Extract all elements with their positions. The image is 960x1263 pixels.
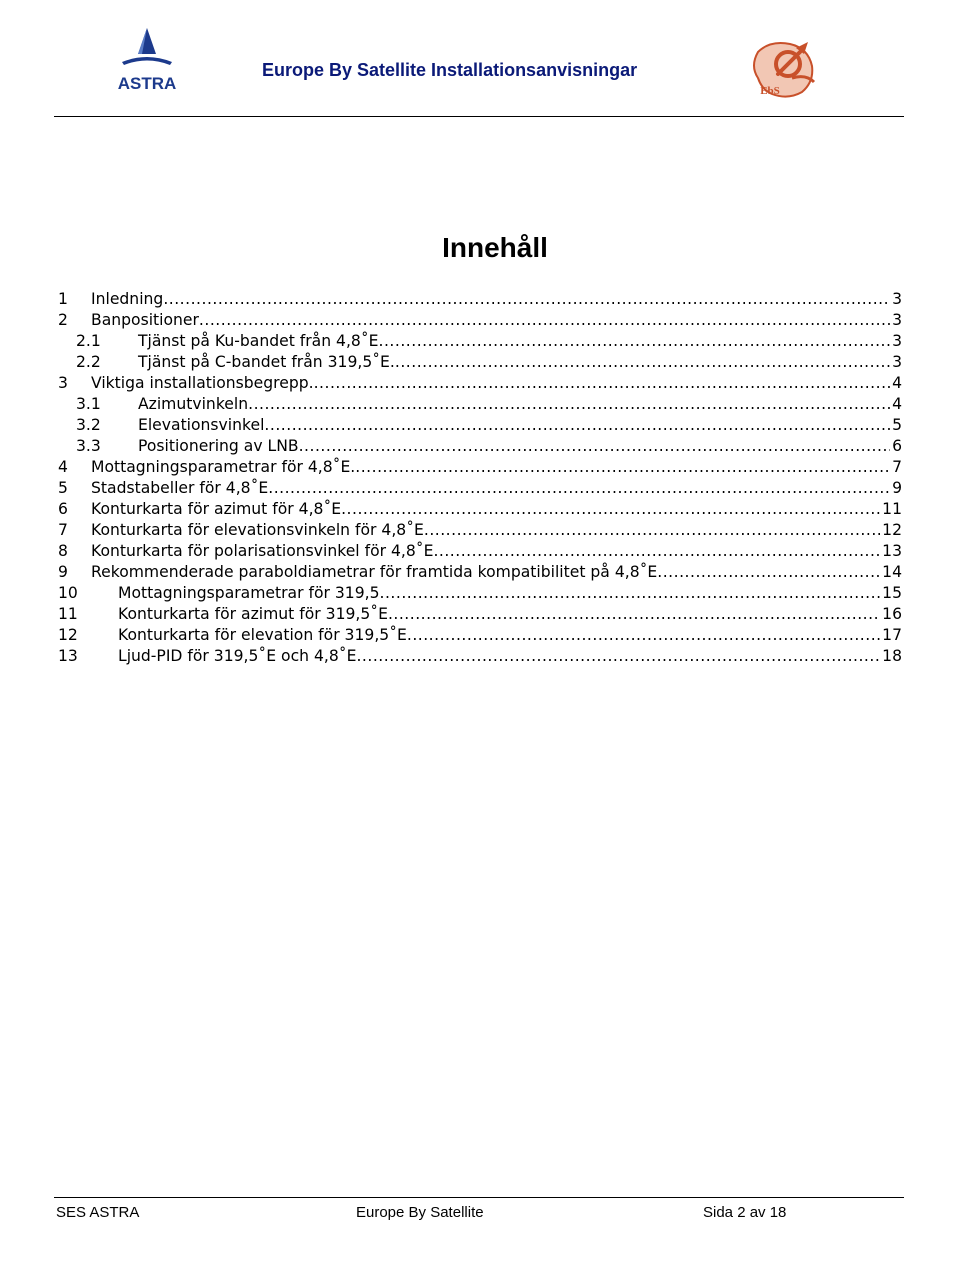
footer-page-number: Sida 2 av 18 [703, 1204, 787, 1221]
toc-entry-number: 4 [58, 458, 68, 476]
toc-entry[interactable] [58, 436, 902, 457]
toc-entry-number: 1 [58, 290, 68, 308]
toc-entry-title: Konturkarta för elevationsvinkeln för 4,8˚E [91, 521, 424, 539]
toc-entry-page: 18 [882, 647, 902, 665]
toc-entry[interactable] [58, 373, 902, 394]
toc-entry-page: 15 [882, 584, 902, 602]
toc-entry-title: Tjänst på C-bandet från 319,5˚E. [138, 353, 395, 371]
toc-entry-page: 14 [882, 563, 902, 581]
ebs-logo-text: EbS [760, 85, 780, 97]
toc-entry-title: Tjänst på Ku-bandet från 4,8˚E [138, 332, 379, 350]
toc-entry-title: Banpositioner [91, 311, 199, 329]
toc-entry-number: 10 [58, 584, 78, 602]
toc-dot-leader [355, 457, 890, 478]
toc-entry-title: Konturkarta för elevation för 319,5˚E [118, 626, 407, 644]
toc-dot-leader [248, 394, 890, 415]
toc-dot-leader [268, 478, 890, 499]
toc-entry[interactable] [58, 499, 902, 520]
toc-entry-page: 12 [882, 521, 902, 539]
toc-entry-number: 8 [58, 542, 68, 560]
toc-entry-page: 3 [892, 290, 902, 308]
toc-entry-title: Rekommenderade paraboldiametrar för framtida kompatibilitet på 4,8˚E [91, 563, 658, 581]
toc-dot-leader [199, 310, 890, 331]
toc-entry-title: Ljud-PID för 319,5˚E och 4,8˚E [118, 647, 357, 665]
toc-entry[interactable] [58, 415, 902, 436]
footer-document: Europe By Satellite [356, 1204, 484, 1221]
astra-logo-text: ASTRA [117, 74, 177, 93]
toc-entry[interactable] [58, 289, 902, 310]
toc-entry[interactable] [58, 310, 902, 331]
toc-entry[interactable] [58, 394, 902, 415]
toc-entry-title: Konturkarta för azimut för 4,8˚E [91, 500, 342, 518]
toc-entry-title: Viktiga installationsbegrepp. [91, 374, 314, 392]
toc-dot-leader [424, 520, 880, 541]
astra-logo [112, 26, 182, 96]
toc-entry[interactable] [58, 625, 902, 646]
toc-entry[interactable] [58, 604, 902, 625]
header-divider [54, 116, 904, 117]
toc-dot-leader [163, 289, 890, 310]
toc-dot-leader [407, 625, 880, 646]
toc-entry-number: 13 [58, 647, 78, 665]
toc-entry-title: Mottagningsparametrar för 319,5 [118, 584, 380, 602]
toc-entry-title: Azimutvinkeln [138, 395, 249, 413]
toc-entry[interactable] [58, 352, 902, 373]
toc-entry-number: 3.2 [76, 416, 101, 434]
toc-entry-page: 7 [892, 458, 902, 476]
toc-entry-title: Stadstabeller för 4,8˚E [91, 479, 269, 497]
footer-company: SES ASTRA [56, 1204, 140, 1221]
toc-entry-title: Konturkarta för polarisationsvinkel för 4,8˚E [91, 542, 434, 560]
header-title: Europe By Satellite Installationsanvisningar [262, 60, 638, 80]
toc-dot-leader [264, 415, 890, 436]
toc-dot-leader [314, 373, 891, 394]
toc-entry[interactable] [58, 520, 902, 541]
toc-entry[interactable] [58, 478, 902, 499]
toc-entry-page: 4 [892, 395, 902, 413]
toc-entry-page: 6 [892, 437, 902, 455]
toc-entry-title: Elevationsvinkel [138, 416, 265, 434]
toc-entry-number: 5 [58, 479, 68, 497]
toc-dot-leader [379, 331, 891, 352]
toc-entry-title: Inledning [91, 290, 164, 308]
toc-entry-title: Mottagningsparametrar för 4,8˚E. [91, 458, 356, 476]
toc-entry-title: Positionering av LNB [138, 437, 299, 455]
toc-dot-leader [433, 541, 880, 562]
toc-entry-number: 2 [58, 311, 68, 329]
toc-dot-leader [299, 436, 890, 457]
toc-dot-leader [380, 583, 881, 604]
footer-divider [54, 1197, 904, 1198]
toc-entry-page: 3 [892, 311, 902, 329]
toc-entry-page: 13 [882, 542, 902, 560]
page-header [0, 0, 960, 118]
toc-entry-page: 3 [892, 353, 902, 371]
toc-entry[interactable] [58, 331, 902, 352]
toc-dot-leader [657, 562, 880, 583]
toc-entry-page: 9 [892, 479, 902, 497]
toc-dot-leader [388, 604, 880, 625]
toc-entry[interactable] [58, 646, 902, 667]
toc-entry-number: 12 [58, 626, 78, 644]
toc-entry-number: 9 [58, 563, 68, 581]
toc-entry-number: 3 [58, 374, 68, 392]
toc-dot-leader [341, 499, 880, 520]
toc-entry[interactable] [58, 541, 902, 562]
toc-entry-page: 3 [892, 332, 902, 350]
table-of-contents [58, 289, 902, 667]
toc-entry-title: Konturkarta för azimut för 319,5˚E [118, 605, 388, 623]
toc-entry[interactable] [58, 583, 902, 604]
toc-entry[interactable] [58, 562, 902, 583]
toc-entry-number: 7 [58, 521, 68, 539]
toc-entry-number: 3.3 [76, 437, 101, 455]
toc-entry-number: 2.1 [76, 332, 101, 350]
toc-entry-page: 5 [892, 416, 902, 434]
ebs-logo [748, 38, 824, 102]
toc-dot-leader [356, 646, 880, 667]
toc-entry-page: 17 [882, 626, 902, 644]
toc-entry-number: 2.2 [76, 353, 101, 371]
toc-entry-number: 11 [58, 605, 78, 623]
toc-dot-leader [395, 352, 890, 373]
toc-entry-number: 6 [58, 500, 68, 518]
toc-entry-page: 11 [882, 500, 902, 518]
toc-entry-page: 16 [882, 605, 902, 623]
toc-entry-page: 4 [892, 374, 902, 392]
page-title: Innehåll [442, 231, 548, 263]
toc-entry-number: 3.1 [76, 395, 101, 413]
toc-entry[interactable] [58, 457, 902, 478]
